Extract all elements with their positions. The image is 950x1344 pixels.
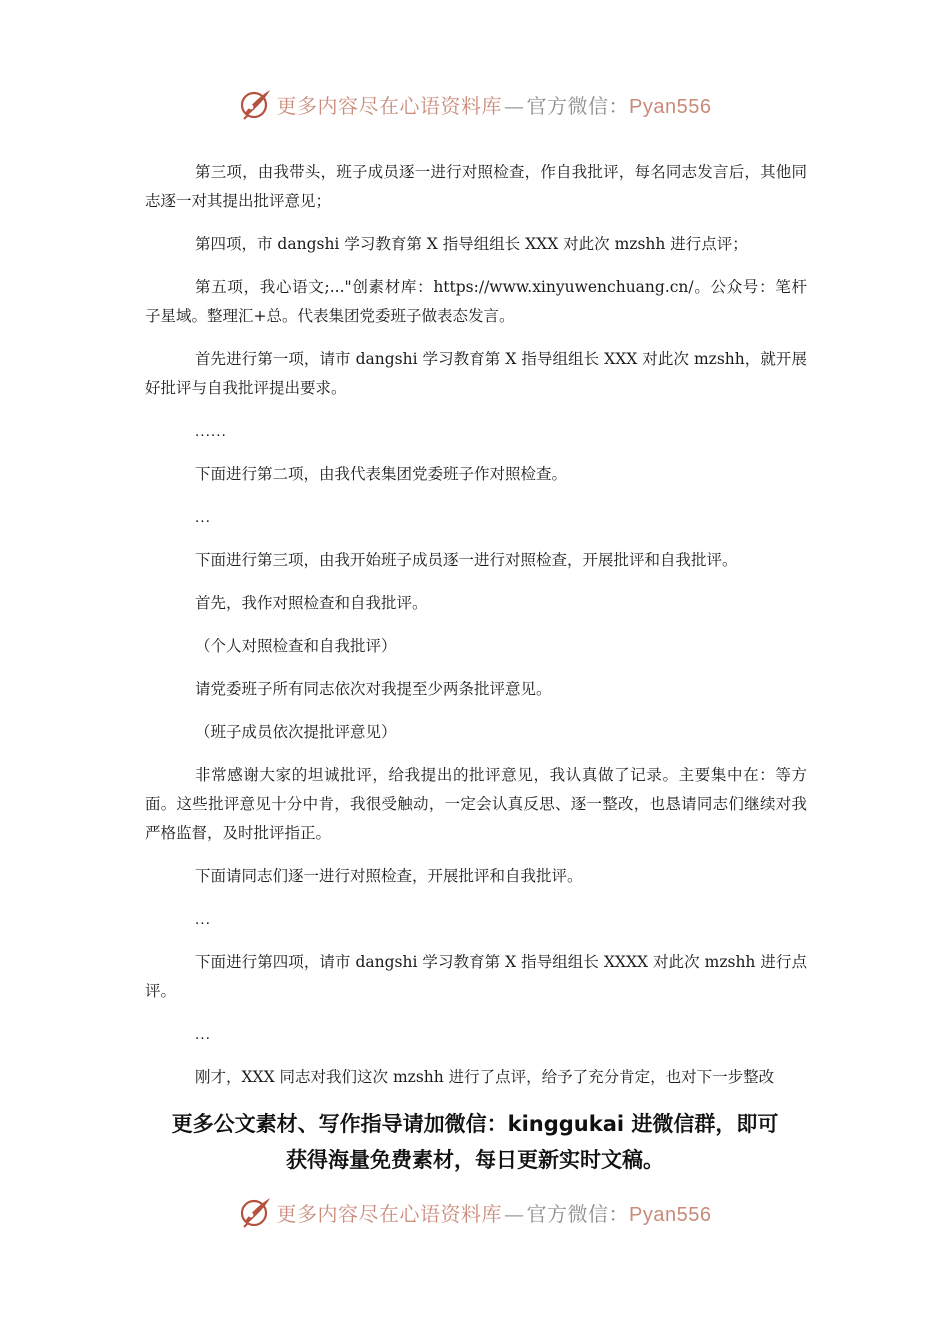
promo-line-1: 更多公文素材、写作指导请加微信：kinggukai 进微信群，即可 (171, 1112, 779, 1136)
promo-block (120, 1106, 830, 1178)
footer-banner-text (277, 1198, 712, 1227)
paragraph-1: 第三项，由我带头，班子成员逐一进行对照检查，作自我批评，每名同志发言后，其他同志逐一对其提出批评意见； (145, 163, 807, 210)
banner-dash: — (504, 93, 525, 118)
wechat-id: Pyan556 (629, 1203, 712, 1226)
ellipsis-paragraph: ...... (195, 423, 227, 440)
paragraph-9: 首先，我作对照检查和自我批评。 (195, 594, 428, 612)
banner-dash: — (504, 1201, 525, 1226)
paragraph-2: 第四项，市 dangshi 学习教育第 X 指导组组长 XXX 对此次 mzshh 进行点评； (195, 235, 748, 253)
paragraph-14: 下面请同志们逐一进行对照检查，开展批评和自我批评。 (195, 867, 583, 885)
paragraph-3: 第五项，我心语文;..."创素材库：https://www.xinyuwenchuang.cn/。公众号：笔杆子星域。整理汇+总。代表集团党委班子做表态发言。 (145, 278, 807, 325)
wechat-id: Pyan556 (629, 95, 712, 118)
header-banner-text (277, 90, 712, 119)
header-banner (0, 82, 950, 126)
footer-banner (0, 1190, 950, 1234)
ellipsis-paragraph: ... (195, 509, 211, 526)
site-name: 更多内容尽在心语资料库 (276, 93, 503, 118)
paragraph-18: 刚才，XXX 同志对我们这次 mzshh 进行了点评，给予了充分肯定，也对下一步整改 (195, 1068, 775, 1086)
paragraph-16: 下面进行第四项，请市 dangshi 学习教育第 X 指导组组长 XXXX 对此次 mzshh 进行点评。 (145, 953, 807, 1000)
paragraph-12: （班子成员依次提批评意见） (195, 723, 397, 741)
paragraph-6: 下面进行第二项，由我代表集团党委班子作对照检查。 (195, 465, 568, 483)
paragraph-11: 请党委班子所有同志依次对我提至少两条批评意见。 (195, 680, 552, 698)
quill-logo-icon (239, 1195, 273, 1229)
quill-logo-icon (239, 87, 273, 121)
wechat-label: 官方微信： (526, 93, 630, 118)
ellipsis-paragraph: ... (195, 1026, 211, 1043)
paragraph-8: 下面进行第三项，由我开始班子成员逐一进行对照检查，开展批评和自我批评。 (195, 551, 738, 569)
wechat-label: 官方微信： (526, 1201, 630, 1226)
paragraph-4: 首先进行第一项，请市 dangshi 学习教育第 X 指导组组长 XXX 对此次 mzshh，就开展好批评与自我批评提出要求。 (145, 350, 807, 397)
document-body (145, 158, 807, 1106)
site-name: 更多内容尽在心语资料库 (276, 1201, 503, 1226)
paragraph-10: （个人对照检查和自我批评） (195, 637, 397, 655)
paragraph-13: 非常感谢大家的坦诚批评，给我提出的批评意见，我认真做了记录。主要集中在：等方面。这些批评意见十分中肯，我很受触动，一定会认真反思、逐一整改，也恳请同志们继续对我严格监督，及时批评指正。 (145, 766, 807, 842)
ellipsis-paragraph: ... (195, 911, 211, 928)
promo-line-2: 获得海量免费素材，每日更新实时文稿。 (286, 1148, 664, 1172)
